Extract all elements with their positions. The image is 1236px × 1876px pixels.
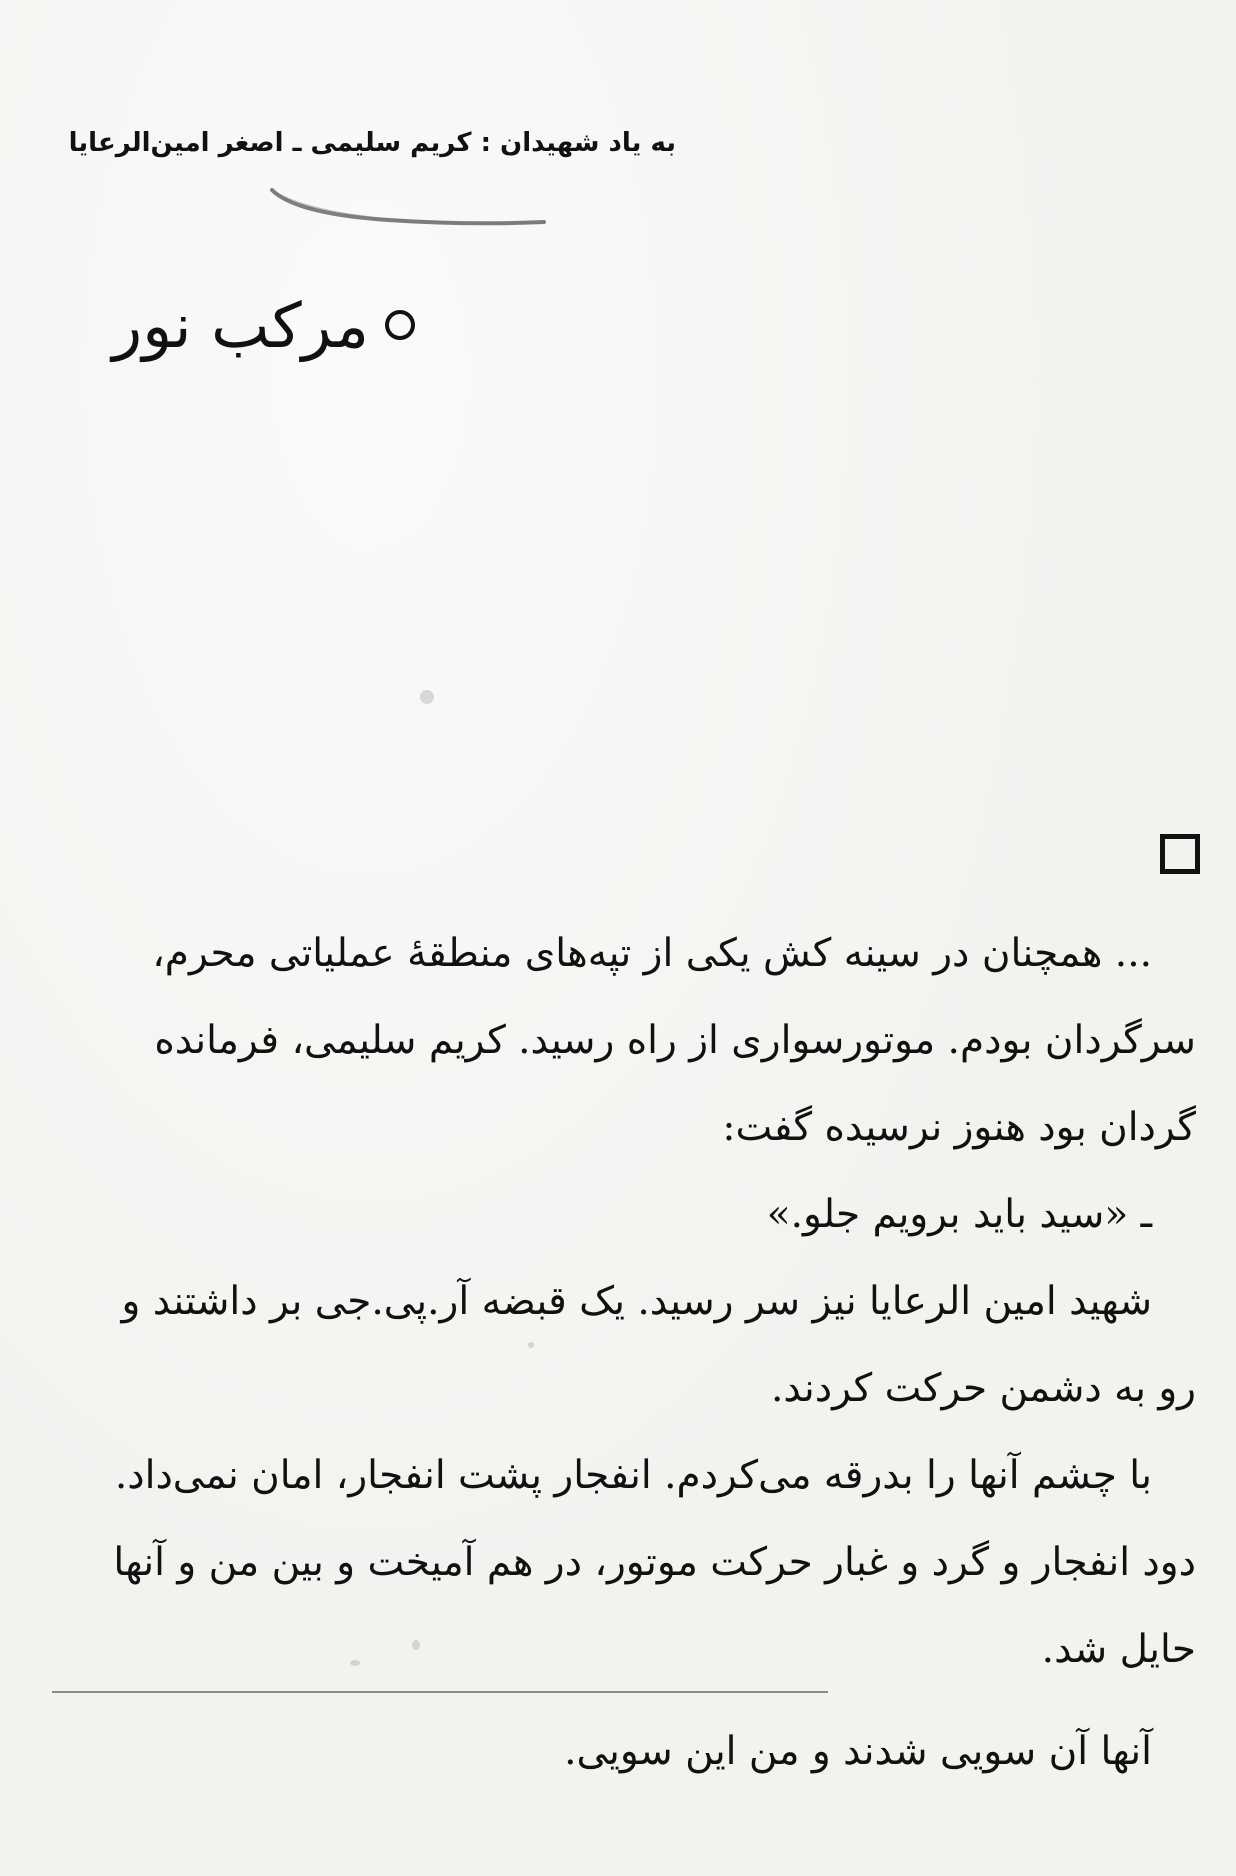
dedication-header: به یاد شهیدان : کریم سلیمی ـ اصغر امین‌الرعایا — [68, 128, 676, 158]
body-line: شهید امین الرعایا نیز سر رسید. یک قبضه آر.پی.جی بر داشتند و — [121, 1279, 1152, 1324]
title-circle-bullet-icon — [385, 310, 415, 340]
article-title — [55, 280, 415, 370]
body-line: ـ «سید باید برویم جلو.» — [766, 1192, 1152, 1237]
paper-speck — [350, 1660, 360, 1666]
footnote-divider — [52, 1691, 828, 1693]
body-line: حایل شد. — [1041, 1627, 1196, 1672]
article-body — [36, 910, 1196, 1693]
paper-speck — [420, 690, 434, 704]
pencil-underline-mark — [268, 176, 548, 236]
body-line: با چشم آنها را بدرقه می‌کردم. انفجار پشت انفجار، امان نمی‌داد. — [114, 1453, 1152, 1498]
body-line: دود انفجار و گرد و غبار حرکت موتور، در هم آمیخت و بین من و آنها — [113, 1540, 1196, 1585]
article-title-text: مرکب نور — [112, 288, 369, 362]
paper-speck — [412, 1640, 420, 1650]
paper-speck — [528, 1342, 534, 1348]
body-line: گردان بود هنوز نرسیده گفت: — [722, 1105, 1196, 1150]
body-last-line: آنها آن سویی شدند و من این سویی. — [564, 1729, 1152, 1774]
body-line: رو به دشمن حرکت کردند. — [771, 1366, 1196, 1411]
body-line: ... همچنان در سینه کش یکی از تپه‌های منطقهٔ عملیاتی محرم، — [152, 931, 1152, 976]
section-square-marker-icon — [1160, 834, 1200, 874]
body-line: سرگردان بودم. موتورسواری از راه رسید. کریم سلیمی، فرمانده — [154, 1018, 1196, 1063]
